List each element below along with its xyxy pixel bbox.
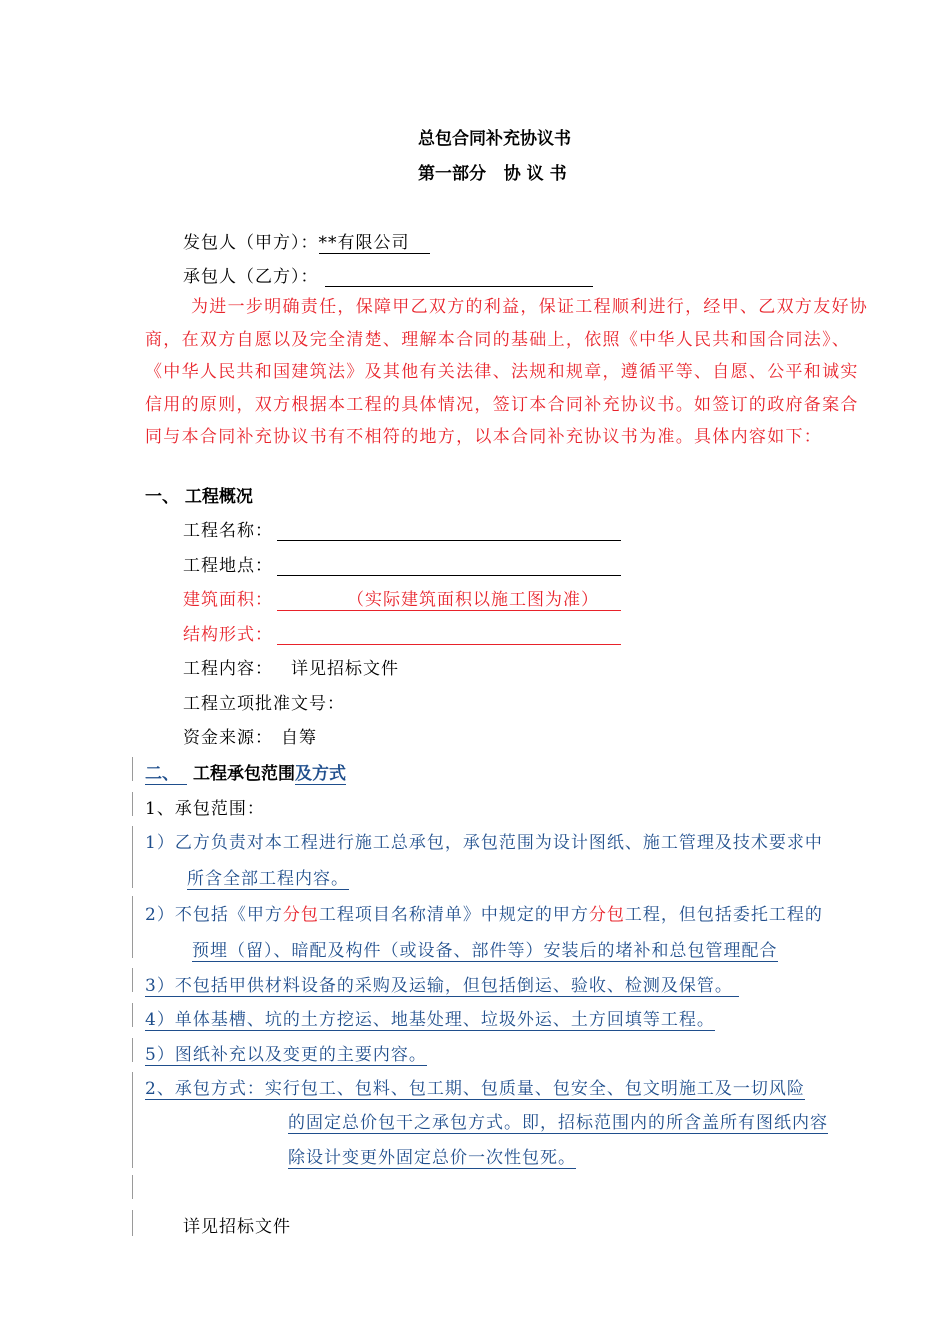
revision-bar (132, 1072, 133, 1168)
revision-bar (132, 1210, 133, 1236)
party-b-label: 承包人（乙方）： (183, 267, 319, 287)
scope-item-4-text: 4）单体基槽、坑的土方挖运、地基处理、垃圾外运、土方回填等工程。 (145, 1010, 715, 1030)
approval-number-label: 工程立项批准文号： (183, 694, 345, 714)
scope-item-2a (145, 900, 823, 925)
funding-value: 自筹 (281, 728, 317, 748)
scope-item-2a-highlight: 分包 (282, 905, 319, 925)
contract-method-a-text: 2、承包方式：实行包工、包料、包工期、包质量、包安全、包文明施工及一切风险 (145, 1079, 805, 1099)
project-name-label: 工程名称： (183, 521, 273, 541)
scope-item-1b (187, 864, 349, 889)
building-area-note: （实际建筑面积以施工图为准） (277, 585, 621, 611)
project-content-line (183, 654, 399, 679)
revision-bar (132, 968, 133, 992)
contract-method-b (288, 1108, 828, 1133)
revision-bar (132, 826, 133, 888)
contract-method-b-text: 的固定总价包干之承包方式。即，招标范围内的所含盖所有图纸内容 (288, 1113, 828, 1133)
project-content-value: 详见招标文件 (291, 659, 399, 679)
scope-item-5-text: 5）图纸补充以及变更的主要内容。 (145, 1045, 427, 1065)
project-content-label: 工程内容： (183, 659, 273, 679)
building-area-line (183, 585, 621, 611)
structure-type-blank (277, 626, 621, 645)
section-1-heading: 一、 工程概况 (145, 487, 253, 507)
scope-line (145, 794, 265, 819)
revision-bar (132, 757, 133, 781)
scope-item-2a-highlight: 分包 (588, 905, 625, 925)
scope-item-2a-part: 工程，但包括委托工程的 (624, 905, 823, 925)
scope-item-3 (145, 971, 739, 996)
scope-item-2a-part: 工程项目名称清单》中规定的甲方 (318, 905, 589, 925)
party-a-line (183, 228, 430, 253)
section-2-title: 工程承包范围 (193, 764, 295, 784)
scope-item-5 (145, 1040, 427, 1065)
revision-bar (132, 1003, 133, 1027)
scope-item-1a: 1）乙方负责对本工程进行施工总承包，承包范围为设计图纸、施工管理及技术要求中 (145, 833, 823, 853)
structure-type-line (183, 620, 621, 645)
project-name-line (183, 516, 621, 541)
structure-type-label: 结构形式： (183, 625, 273, 645)
revision-bar (132, 792, 133, 816)
section-2-heading (145, 759, 346, 784)
project-location-blank (277, 557, 621, 576)
document-subtitle: 第一部分 协 议 书 (418, 164, 567, 184)
scope-item-2b-text: 预埋（留）、暗配及构件（或设备、部件等）安装后的堵补和总包管理配合 (192, 941, 778, 961)
contract-method-a (145, 1074, 805, 1099)
party-a-label: 发包人（甲方）： (183, 233, 319, 253)
scope-item-4 (145, 1005, 715, 1030)
contract-method-c (288, 1143, 576, 1168)
building-area-label: 建筑面积： (183, 590, 273, 610)
section-2-title-insert: 及方式 (295, 764, 346, 784)
footer-note: 详见招标文件 (183, 1217, 291, 1237)
preamble-paragraph: 为进一步明确责任，保障甲乙双方的利益，保证工程顺利进行，经甲、乙双方友好协商，在双方自愿以及完全清楚、理解本合同的基础上，依照《中华人民共和国合同法》、《中华人民共和国建筑法》及其他有关法律、法规和规章，遵循平等、自愿、公平和诚实信用的原则，双方根据本工程的具体情况，签订本合同补充协议书。如签订的政府备案合同与本合同补充协议书有不相符的地方，以本合同补充协议书为准。具体内容如下： (145, 297, 869, 447)
revision-bar (132, 1038, 133, 1062)
project-location-label: 工程地点： (183, 556, 273, 576)
funding-label: 资金来源： (183, 728, 273, 748)
scope-item-1b-text: 所含全部工程内容。 (187, 869, 349, 889)
scope-label: 1、承包范围： (145, 799, 265, 819)
section-2-number: 二、 (145, 764, 187, 785)
party-b-blank (325, 268, 593, 287)
party-a-value: **有限公司 (319, 233, 430, 254)
revision-bar (132, 1175, 133, 1199)
project-location-line (183, 551, 621, 576)
scope-item-2b (192, 936, 778, 961)
party-b-line (183, 262, 593, 287)
document-title: 总包合同补充协议书 (418, 129, 571, 149)
project-name-blank (277, 522, 621, 541)
funding-line (183, 723, 317, 748)
scope-item-3-text: 3）不包括甲供材料设备的采购及运输，但包括倒运、验收、检测及保管。 (145, 976, 739, 997)
revision-bar (132, 896, 133, 958)
contract-method-c-text: 除设计变更外固定总价一次性包死。 (288, 1148, 576, 1168)
scope-item-2a-part: 2）不包括《甲方 (145, 905, 283, 925)
